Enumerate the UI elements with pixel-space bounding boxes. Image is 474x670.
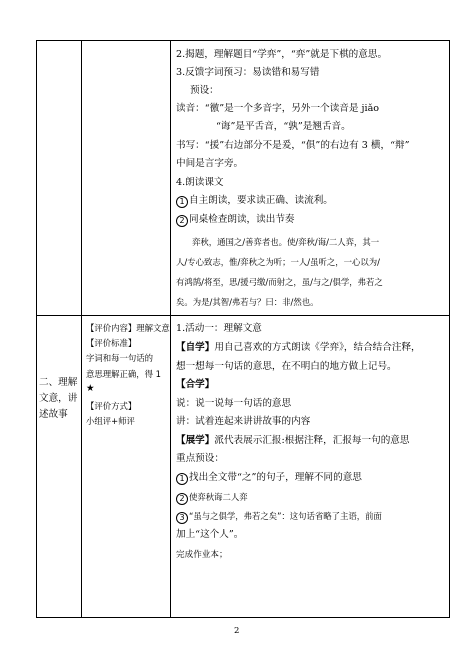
step-4-text: 4.朗读课文 xyxy=(176,177,224,188)
eval-standard-label: 【评价标准】 xyxy=(86,338,137,348)
hexue-tell: 讲：试着连起来讲讲故事的内容 xyxy=(176,416,311,427)
eval-standard-line-2: 意思理解正确，得 1 xyxy=(86,369,161,379)
eval-content: 【评价内容】理解文意 xyxy=(86,323,170,333)
eval-method-text: 小组评+师评 xyxy=(86,416,135,426)
zixue-line-2: 想一想每一句话的意思，在不明白的地方做上记号。 xyxy=(176,361,397,372)
circled-number: 3 xyxy=(176,512,188,524)
writing-line-1: 书写：“援”右边部分不是爰，“俱”的右边有 3 横，“辩” xyxy=(176,140,410,151)
reading-task-2: 2 同桌检查朗读，读出节奏 xyxy=(176,214,295,227)
reading-task-1: 1 自主朗读，要求读正确、读流利。 xyxy=(176,195,333,208)
table-right-border xyxy=(449,40,450,618)
preset-label: 预设： xyxy=(190,85,219,96)
step-2-text: 2.揭题，理解题目“学弈”，“弈”就是下棋的意思。 xyxy=(176,49,388,60)
classical-text-line-1: 弈秋，通国之/善弈者也。使/弈秋/诲/二人弈，其一 xyxy=(192,237,380,247)
table-left-border xyxy=(36,40,37,618)
writing-line-2: 中间是言字旁。 xyxy=(176,158,244,169)
zhanxue-line: 【展学】派代表展示汇报:根据注释，汇报每一句的意思 xyxy=(176,435,410,446)
key-point-1: 1 找出全文带“之”的句子，理解不同的意思 xyxy=(176,472,362,485)
key-point-2: 2 使弈秋诲二人弈 xyxy=(176,491,248,505)
table-top-border xyxy=(36,40,450,41)
homework-line: 完成作业本； xyxy=(176,550,228,560)
circled-number: 2 xyxy=(176,493,188,505)
circled-number: 2 xyxy=(176,215,188,227)
pronunciation-line-1: 读音：“徼”是一个多音字，另外一个读音是 jiǎo xyxy=(176,103,380,114)
eval-method-label: 【评价方式】 xyxy=(86,401,137,411)
key-preset-label: 重点预设： xyxy=(176,453,224,464)
classical-text-line-3: 有鸿鹄/将至，思/援弓缴/而射之，虽/与之/俱学，弗若之 xyxy=(176,277,383,287)
column-divider-2 xyxy=(170,40,171,618)
activity-title: 1.活动一：理解文意 xyxy=(176,323,262,334)
pronunciation-line-2: “诲”是平舌音，“孰”是翘舌音。 xyxy=(216,121,351,132)
zixue-line-1: 【自学】用自己喜欢的方式朗读《学弈》，结合结合注释， xyxy=(176,342,421,353)
table-bottom-border xyxy=(36,617,450,618)
stage-label: 二、理解 文意，讲 述故事 xyxy=(39,377,78,420)
star-icon: ★ xyxy=(86,383,95,394)
circled-number: 1 xyxy=(176,196,188,208)
eval-standard-line-1: 字词和每一句话的 xyxy=(86,353,153,363)
step-3-text: 3.反馈字词预习：易读错和易写错 xyxy=(176,67,320,78)
key-point-3: 3 “虽与之俱学，弗若之矣”：这句话省略了主语，前面 xyxy=(176,510,382,524)
circled-number: 1 xyxy=(176,473,188,485)
column-divider-1 xyxy=(81,40,82,618)
hexue-label: 【合学】 xyxy=(176,379,215,390)
page-number: 2 xyxy=(234,626,240,636)
classical-text-line-2: 人/专心致志，惟/弈秋之为听；一人/虽听之，一心以为/ xyxy=(176,257,380,267)
row-divider xyxy=(36,315,450,316)
key-point-3-tail: 加上“这个人”。 xyxy=(176,529,244,540)
classical-text-line-4: 矣。为是/其智/弗若与？曰：非/然也。 xyxy=(176,297,319,307)
hexue-say: 说：说一说每一句话的意思 xyxy=(176,398,292,409)
